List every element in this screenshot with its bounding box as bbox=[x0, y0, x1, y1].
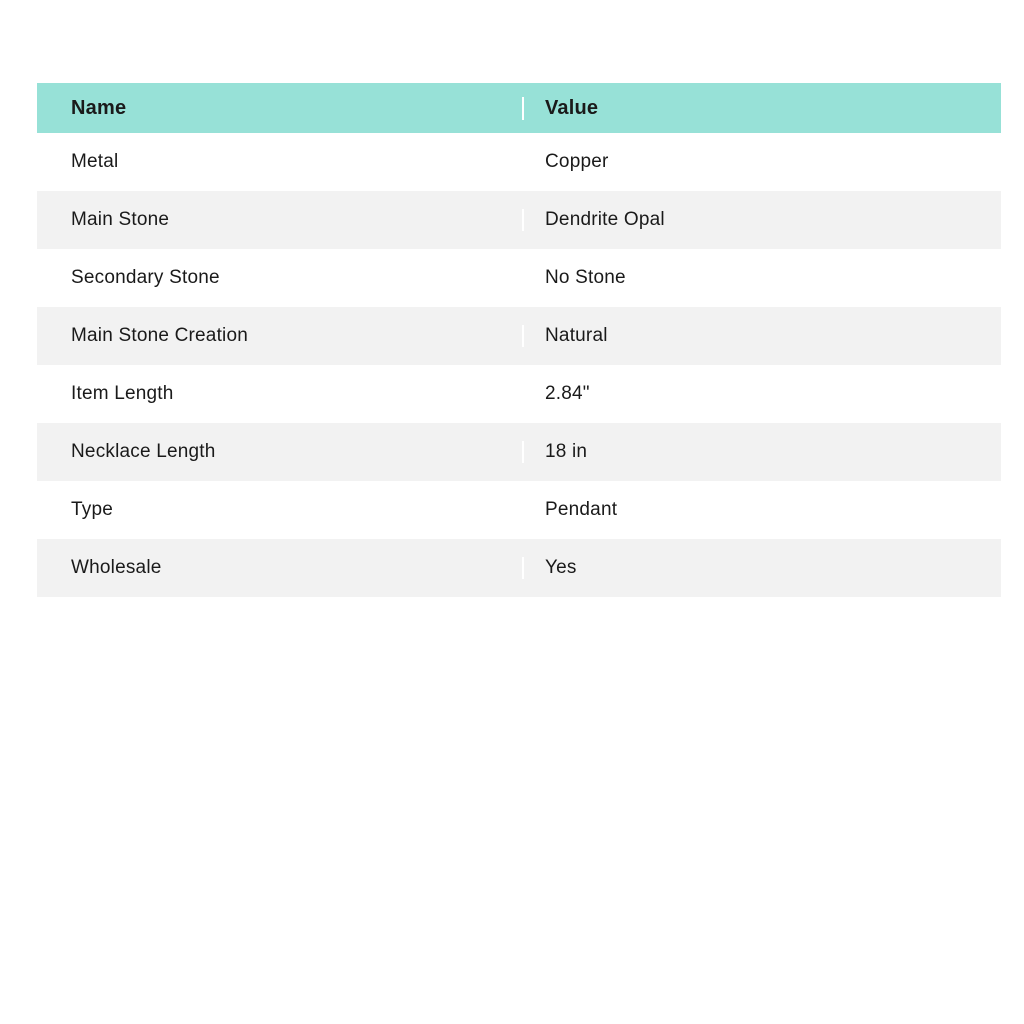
table-row bbox=[37, 539, 1001, 597]
table-row bbox=[37, 481, 1001, 539]
row-name: Item Length bbox=[37, 383, 524, 405]
row-value: 18 in bbox=[545, 441, 588, 462]
row-value: Yes bbox=[545, 557, 577, 578]
table-row bbox=[37, 423, 1001, 481]
row-value: 2.84" bbox=[545, 383, 590, 404]
table-header-row bbox=[37, 83, 1001, 133]
row-value: Natural bbox=[545, 325, 608, 346]
row-value: Dendrite Opal bbox=[545, 209, 665, 230]
row-value: Copper bbox=[545, 151, 609, 172]
row-name: Wholesale bbox=[37, 557, 524, 579]
row-name: Secondary Stone bbox=[37, 267, 524, 289]
row-name: Type bbox=[37, 499, 524, 521]
row-name: Main Stone Creation bbox=[37, 325, 524, 347]
table-row bbox=[37, 307, 1001, 365]
table-row bbox=[37, 365, 1001, 423]
row-value: No Stone bbox=[545, 267, 626, 288]
row-value: Pendant bbox=[545, 499, 618, 520]
header-cell-value: Value bbox=[545, 96, 599, 119]
row-name: Metal bbox=[37, 151, 524, 173]
table-row bbox=[37, 249, 1001, 307]
row-name: Main Stone bbox=[37, 209, 524, 231]
header-cell-name: Name bbox=[37, 97, 524, 120]
table-row bbox=[37, 191, 1001, 249]
row-name: Necklace Length bbox=[37, 441, 524, 463]
product-spec-table bbox=[37, 83, 1001, 597]
table-row bbox=[37, 133, 1001, 191]
